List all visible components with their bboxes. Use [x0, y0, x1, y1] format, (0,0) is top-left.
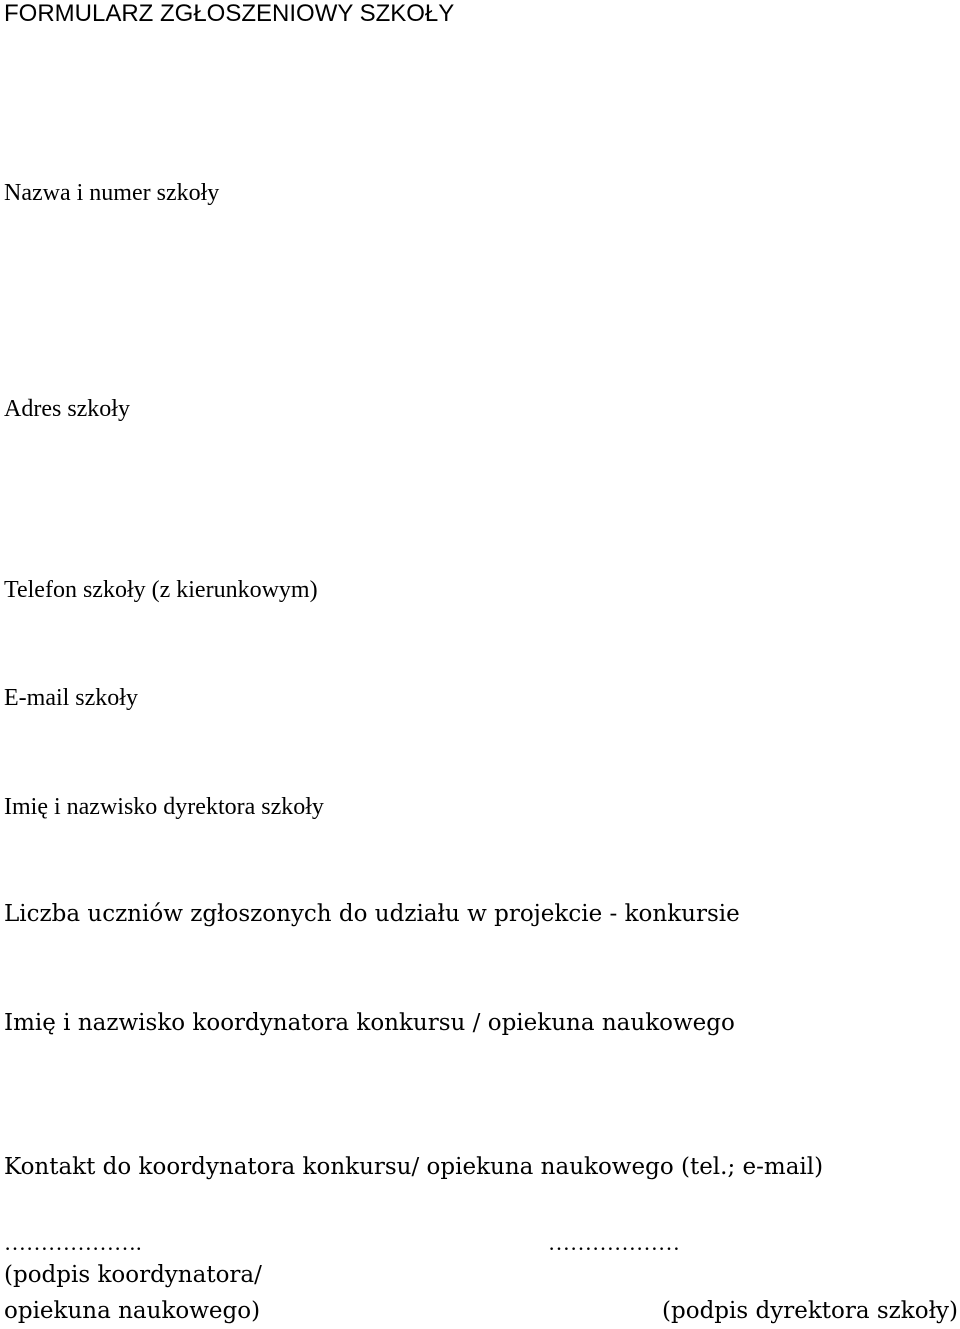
- field-label-school-address: Adres szkoły: [4, 396, 130, 422]
- signature-line-director: ………………: [548, 1230, 680, 1255]
- field-label-school-phone: Telefon szkoły (z kierunkowym): [4, 577, 318, 603]
- signature-line-coordinator: ……………….: [4, 1230, 142, 1255]
- field-label-coordinator-name: Imię i nazwisko koordynatora konkursu / opiekuna naukowego: [4, 1010, 735, 1036]
- field-label-coordinator-contact: Kontakt do koordynatora konkursu/ opiekuna naukowego (tel.; e-mail): [4, 1154, 824, 1180]
- signature-label-coordinator-line1: (podpis koordynatora/: [4, 1262, 262, 1288]
- form-title: FORMULARZ ZGŁOSZENIOWY SZKOŁY: [4, 0, 455, 27]
- field-label-school-email: E-mail szkoły: [4, 685, 138, 711]
- field-label-school-name: Nazwa i numer szkoły: [4, 180, 220, 206]
- signature-label-director: (podpis dyrektora szkoły): [662, 1298, 958, 1324]
- signature-label-coordinator-line2: opiekuna naukowego): [4, 1298, 261, 1324]
- field-label-director-name: Imię i nazwisko dyrektora szkoły: [4, 794, 324, 820]
- field-label-students-count: Liczba uczniów zgłoszonych do udziału w projekcie - konkursie: [4, 901, 740, 927]
